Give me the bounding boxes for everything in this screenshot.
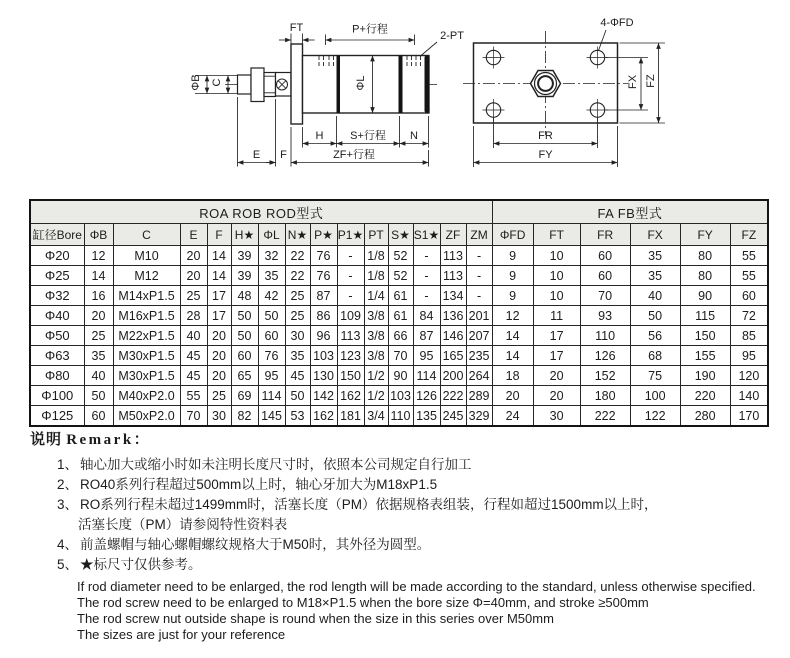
- spec-cell: 109: [337, 306, 364, 326]
- spec-cell: 280: [680, 406, 730, 427]
- spec-cell: 103: [310, 346, 337, 366]
- spec-cell: 20: [207, 326, 231, 346]
- remark-item: [57, 535, 778, 555]
- spec-cell: 16: [84, 286, 113, 306]
- spec-cell: M50xP2.0: [113, 406, 180, 427]
- spec-cell: 200: [440, 366, 466, 386]
- spec-cell: 20: [180, 246, 207, 266]
- spec-cell: 136: [440, 306, 466, 326]
- spec-table-head: [30, 200, 768, 246]
- column-header-cell: PT: [364, 224, 388, 246]
- bore-cell: Φ100: [30, 386, 84, 406]
- spec-cell: 40: [180, 326, 207, 346]
- spec-cell: 289: [466, 386, 492, 406]
- spec-cell: 90: [388, 366, 413, 386]
- label-h: H: [315, 130, 324, 142]
- remark-item: [57, 495, 778, 515]
- spec-cell: 76: [258, 346, 285, 366]
- spec-cell: 39: [231, 246, 258, 266]
- spec-cell: 9: [492, 286, 533, 306]
- spec-cell: 50: [258, 306, 285, 326]
- spec-cell: 75: [630, 366, 680, 386]
- remark-text: 前盖螺帽与轴心螺帽螺纹规格大于M50时，其外径为圆型。: [80, 537, 431, 552]
- spec-cell: 76: [310, 246, 337, 266]
- spec-cell: 30: [533, 406, 580, 427]
- spec-cell: 113: [440, 246, 466, 266]
- table-row: [30, 266, 768, 286]
- bore-cell: Φ63: [30, 346, 84, 366]
- spec-cell: 9: [492, 266, 533, 286]
- bore-cell: Φ25: [30, 266, 84, 286]
- spec-cell: 10: [533, 286, 580, 306]
- spec-cell: 70: [388, 346, 413, 366]
- spec-cell: 20: [180, 266, 207, 286]
- spec-cell: 25: [285, 286, 310, 306]
- spec-cell: 60: [730, 286, 768, 306]
- remark-item: [57, 475, 778, 495]
- spec-cell: 87: [413, 326, 440, 346]
- spec-cell: 12: [492, 306, 533, 326]
- spec-cell: 17: [207, 286, 231, 306]
- spec-cell: 201: [466, 306, 492, 326]
- spec-cell: 329: [466, 406, 492, 427]
- column-header-cell: H★: [231, 224, 258, 246]
- table-row: [30, 366, 768, 386]
- spec-cell: 60: [84, 406, 113, 427]
- spec-cell: 12: [84, 246, 113, 266]
- spec-cell: -: [466, 266, 492, 286]
- remark-english-line: The rod screw nut outside shape is round when the size in this series over M50mm: [77, 611, 554, 626]
- spec-cell: 10: [533, 266, 580, 286]
- column-header-cell: F: [207, 224, 231, 246]
- spec-cell: 140: [730, 386, 768, 406]
- spec-cell: 25: [84, 326, 113, 346]
- spec-cell: 113: [337, 326, 364, 346]
- spec-cell: 22: [285, 246, 310, 266]
- spec-cell: 20: [492, 386, 533, 406]
- spec-cell: 68: [630, 346, 680, 366]
- spec-cell: 3/8: [364, 326, 388, 346]
- dim-p: [326, 35, 415, 46]
- spec-cell: 126: [413, 386, 440, 406]
- spec-cell: 245: [440, 406, 466, 427]
- table-row: [30, 346, 768, 366]
- spec-cell: 87: [310, 286, 337, 306]
- spec-cell: -: [337, 286, 364, 306]
- column-header-cell: P1★: [337, 224, 364, 246]
- spec-cell: 14: [84, 266, 113, 286]
- remarks-section: [30, 428, 778, 643]
- group-header-row: [30, 200, 768, 224]
- leader-2pt: [421, 42, 438, 56]
- spec-cell: M30xP1.5: [113, 346, 180, 366]
- spec-cell: 162: [310, 406, 337, 427]
- column-header-cell: FT: [533, 224, 580, 246]
- bore-cell: Φ50: [30, 326, 84, 346]
- spec-cell: 30: [285, 326, 310, 346]
- remark-text: RO40系列行程超过500mm以上时，轴心牙加大为M18xP1.5: [80, 477, 438, 492]
- bore-cell: Φ40: [30, 306, 84, 326]
- spec-cell: 84: [413, 306, 440, 326]
- table-row: [30, 286, 768, 306]
- column-header-row: [30, 224, 768, 246]
- spec-cell: 65: [231, 366, 258, 386]
- spec-cell: 10: [533, 246, 580, 266]
- spec-cell: 155: [680, 346, 730, 366]
- spec-cell: 14: [207, 266, 231, 286]
- spec-cell: 95: [258, 366, 285, 386]
- remark-number: 4、: [57, 537, 79, 552]
- side-view-diagram: [190, 22, 464, 167]
- label-phib: ΦB: [190, 74, 202, 91]
- technical-drawings: [0, 0, 790, 196]
- spec-cell: 35: [285, 346, 310, 366]
- spec-cell: 103: [388, 386, 413, 406]
- spec-table-section: [29, 199, 769, 427]
- spec-cell: 100: [630, 386, 680, 406]
- spec-cell: 135: [413, 406, 440, 427]
- spec-cell: 115: [680, 306, 730, 326]
- spec-table: [29, 199, 769, 427]
- spec-cell: 61: [388, 306, 413, 326]
- spec-cell: 152: [580, 366, 630, 386]
- spec-cell: 35: [630, 246, 680, 266]
- spec-cell: 150: [337, 366, 364, 386]
- spec-cell: 1/8: [364, 266, 388, 286]
- table-row: [30, 306, 768, 326]
- spec-cell: 70: [580, 286, 630, 306]
- label-f: F: [280, 149, 287, 161]
- remark-number: 2、: [57, 477, 79, 492]
- spec-cell: 86: [310, 306, 337, 326]
- spec-cell: 18: [492, 366, 533, 386]
- spec-cell: 40: [84, 366, 113, 386]
- spec-cell: 1/2: [364, 366, 388, 386]
- front-view-diagram: [463, 17, 665, 167]
- label-fx: FX: [627, 74, 639, 90]
- column-header-cell: 缸径Bore: [30, 224, 84, 246]
- center-nut: [531, 71, 561, 97]
- column-header-cell: ΦFD: [492, 224, 533, 246]
- spec-cell: 22: [285, 266, 310, 286]
- spec-cell: M30xP1.5: [113, 366, 180, 386]
- table-row: [30, 406, 768, 427]
- spec-cell: 60: [231, 346, 258, 366]
- spec-cell: 1/4: [364, 286, 388, 306]
- spec-cell: 93: [580, 306, 630, 326]
- spec-cell: 146: [440, 326, 466, 346]
- label-phil: ΦL: [355, 75, 367, 91]
- spec-cell: 126: [580, 346, 630, 366]
- column-header-cell: S★: [388, 224, 413, 246]
- spec-cell: 50: [630, 306, 680, 326]
- spec-cell: 145: [258, 406, 285, 427]
- remark-text: ★标尺寸仅供参考。: [80, 557, 202, 572]
- remark-english-line: The rod screw need to be enlarged to M18×P1.5 when the bore size Φ=40mm, and stroke ≥500mm: [77, 595, 649, 610]
- spec-cell: 150: [680, 326, 730, 346]
- spec-cell: 25: [285, 306, 310, 326]
- spec-cell: 220: [680, 386, 730, 406]
- spec-cell: 9: [492, 246, 533, 266]
- spec-cell: 11: [533, 306, 580, 326]
- spec-cell: 61: [388, 286, 413, 306]
- spec-cell: 95: [413, 346, 440, 366]
- remark-text: RO系列行程未超过1499mm时，活塞长度（PM）依据规格表组装，行程如超过1500mm以上时，: [80, 497, 658, 512]
- spec-cell: 235: [466, 346, 492, 366]
- column-header-cell: ΦL: [258, 224, 285, 246]
- spec-cell: -: [337, 266, 364, 286]
- column-header-cell: ZF: [440, 224, 466, 246]
- table-row: [30, 386, 768, 406]
- column-header-cell: FZ: [730, 224, 768, 246]
- spec-cell: 165: [440, 346, 466, 366]
- spec-cell: -: [466, 246, 492, 266]
- column-header-cell: ZM: [466, 224, 492, 246]
- spec-cell: 14: [207, 246, 231, 266]
- spec-cell: M40xP2.0: [113, 386, 180, 406]
- spec-cell: 17: [207, 306, 231, 326]
- column-header-cell: FX: [630, 224, 680, 246]
- spec-cell: 76: [310, 266, 337, 286]
- column-header-cell: N★: [285, 224, 310, 246]
- column-header-cell: S1★: [413, 224, 440, 246]
- spec-cell: 40: [630, 286, 680, 306]
- spec-cell: 20: [533, 366, 580, 386]
- label-fz: FZ: [645, 74, 657, 88]
- spec-cell: 207: [466, 326, 492, 346]
- spec-cell: 82: [231, 406, 258, 427]
- spec-cell: 134: [440, 286, 466, 306]
- spec-cell: 95: [730, 346, 768, 366]
- remarks-english: [30, 579, 778, 643]
- column-header-cell: C: [113, 224, 180, 246]
- label-c: C: [211, 78, 223, 87]
- remarks-heading-en: Remark：: [66, 432, 152, 448]
- spec-cell: 20: [533, 386, 580, 406]
- spec-cell: 50: [285, 386, 310, 406]
- spec-cell: 25: [207, 386, 231, 406]
- spec-cell: 20: [207, 346, 231, 366]
- spec-cell: -: [413, 266, 440, 286]
- spec-cell: 80: [680, 266, 730, 286]
- spec-cell: 24: [492, 406, 533, 427]
- spec-cell: -: [413, 246, 440, 266]
- spec-cell: 52: [388, 246, 413, 266]
- end-cap: [425, 56, 430, 114]
- spec-cell: 3/8: [364, 306, 388, 326]
- spec-cell: 45: [285, 366, 310, 386]
- spec-cell: 20: [207, 366, 231, 386]
- label-e: E: [252, 149, 261, 161]
- spec-cell: 222: [580, 406, 630, 427]
- column-header-cell: FR: [580, 224, 630, 246]
- group-header-cell: ROA ROB ROD型式: [30, 200, 492, 224]
- spec-cell: 3/4: [364, 406, 388, 427]
- remark-item-continuation: [57, 515, 778, 535]
- spec-cell: 60: [580, 246, 630, 266]
- spec-cell: -: [413, 286, 440, 306]
- spec-cell: 52: [388, 266, 413, 286]
- label-zf-stroke: ZF+行程: [333, 149, 375, 161]
- spec-cell: 123: [337, 346, 364, 366]
- spec-cell: 55: [730, 246, 768, 266]
- remark-item: [57, 555, 778, 575]
- spec-cell: 80: [680, 246, 730, 266]
- label-ft: FT: [289, 22, 304, 34]
- spec-cell: 60: [258, 326, 285, 346]
- spec-cell: 120: [730, 366, 768, 386]
- remark-english-line: The sizes are just for your reference: [77, 627, 286, 642]
- spec-cell: 45: [180, 366, 207, 386]
- spec-cell: 55: [180, 386, 207, 406]
- spec-cell: 90: [680, 286, 730, 306]
- bore-cell: Φ125: [30, 406, 84, 427]
- label-p-stroke: P+行程: [352, 23, 388, 36]
- spec-cell: 180: [580, 386, 630, 406]
- spec-cell: 14: [492, 346, 533, 366]
- spec-cell: 35: [258, 266, 285, 286]
- bore-cell: Φ20: [30, 246, 84, 266]
- spec-cell: 60: [580, 266, 630, 286]
- remark-text: 活塞长度（PM）请参阅特性资料表: [78, 517, 288, 532]
- remark-number: 3、: [57, 497, 79, 512]
- label-s-stroke: S+行程: [350, 130, 386, 142]
- spec-cell: 3/8: [364, 346, 388, 366]
- table-row: [30, 326, 768, 346]
- spec-cell: 1/8: [364, 246, 388, 266]
- remark-text: 轴心加大或缩小时如未注明长度尺寸时，依照本公司规定自行加工: [80, 457, 472, 472]
- spec-cell: M16xP1.5: [113, 306, 180, 326]
- spec-cell: M14xP1.5: [113, 286, 180, 306]
- spec-cell: 50: [231, 326, 258, 346]
- spec-cell: M10: [113, 246, 180, 266]
- spec-cell: 50: [231, 306, 258, 326]
- spec-cell: 122: [630, 406, 680, 427]
- spec-cell: 32: [258, 246, 285, 266]
- bore-cell: Φ32: [30, 286, 84, 306]
- spec-cell: 17: [533, 346, 580, 366]
- spec-cell: 50: [84, 386, 113, 406]
- label-2pt: 2-PT: [440, 30, 464, 42]
- spec-cell: 28: [180, 306, 207, 326]
- spec-cell: -: [337, 246, 364, 266]
- spec-cell: 181: [337, 406, 364, 427]
- remarks-heading: [30, 428, 778, 450]
- spec-cell: 85: [730, 326, 768, 346]
- label-fr: FR: [538, 130, 553, 142]
- spec-cell: 48: [231, 286, 258, 306]
- remarks-list: [30, 455, 778, 575]
- spec-cell: 96: [310, 326, 337, 346]
- column-header-cell: E: [180, 224, 207, 246]
- spec-cell: 30: [207, 406, 231, 427]
- label-n: N: [410, 130, 418, 142]
- spec-cell: M22xP1.5: [113, 326, 180, 346]
- spec-cell: 114: [413, 366, 440, 386]
- spec-cell: 35: [630, 266, 680, 286]
- spec-cell: 142: [310, 386, 337, 406]
- spec-cell: 14: [492, 326, 533, 346]
- spec-cell: 35: [84, 346, 113, 366]
- spec-cell: 42: [258, 286, 285, 306]
- column-header-cell: ΦB: [84, 224, 113, 246]
- spec-cell: 66: [388, 326, 413, 346]
- group-header-cell: FA FB型式: [492, 200, 768, 224]
- spec-cell: 110: [388, 406, 413, 427]
- spec-cell: -: [466, 286, 492, 306]
- spec-cell: 53: [285, 406, 310, 427]
- spec-cell: 264: [466, 366, 492, 386]
- column-header-cell: P★: [310, 224, 337, 246]
- spec-cell: 20: [84, 306, 113, 326]
- spec-cell: 162: [337, 386, 364, 406]
- spec-cell: 110: [580, 326, 630, 346]
- flange: [291, 44, 303, 124]
- spec-cell: 56: [630, 326, 680, 346]
- spec-cell: 25: [180, 286, 207, 306]
- bore-cell: Φ80: [30, 366, 84, 386]
- spec-cell: 69: [231, 386, 258, 406]
- spec-cell: 55: [730, 266, 768, 286]
- remark-number: 5、: [57, 557, 79, 572]
- column-header-cell: FY: [680, 224, 730, 246]
- spec-table-body: [30, 246, 768, 427]
- spec-cell: 1/2: [364, 386, 388, 406]
- spec-cell: 190: [680, 366, 730, 386]
- spec-cell: 45: [180, 346, 207, 366]
- remark-number: 1、: [57, 457, 79, 472]
- spec-cell: 114: [258, 386, 285, 406]
- label-4fd: 4-ΦFD: [600, 17, 634, 29]
- spec-cell: 70: [180, 406, 207, 427]
- table-row: [30, 246, 768, 266]
- label-fy: FY: [538, 149, 553, 161]
- spec-cell: 113: [440, 266, 466, 286]
- spec-cell: 39: [231, 266, 258, 286]
- spec-cell: M12: [113, 266, 180, 286]
- remark-english-line: If rod diameter need to be enlarged, the rod length will be made according to the standard, unless otherwise specified.: [77, 579, 756, 594]
- remark-item: [57, 455, 778, 475]
- spec-cell: 222: [440, 386, 466, 406]
- remarks-heading-cn: 说明: [30, 431, 63, 448]
- spec-cell: 130: [310, 366, 337, 386]
- spec-cell: 72: [730, 306, 768, 326]
- spec-cell: 170: [730, 406, 768, 427]
- spec-cell: 17: [533, 326, 580, 346]
